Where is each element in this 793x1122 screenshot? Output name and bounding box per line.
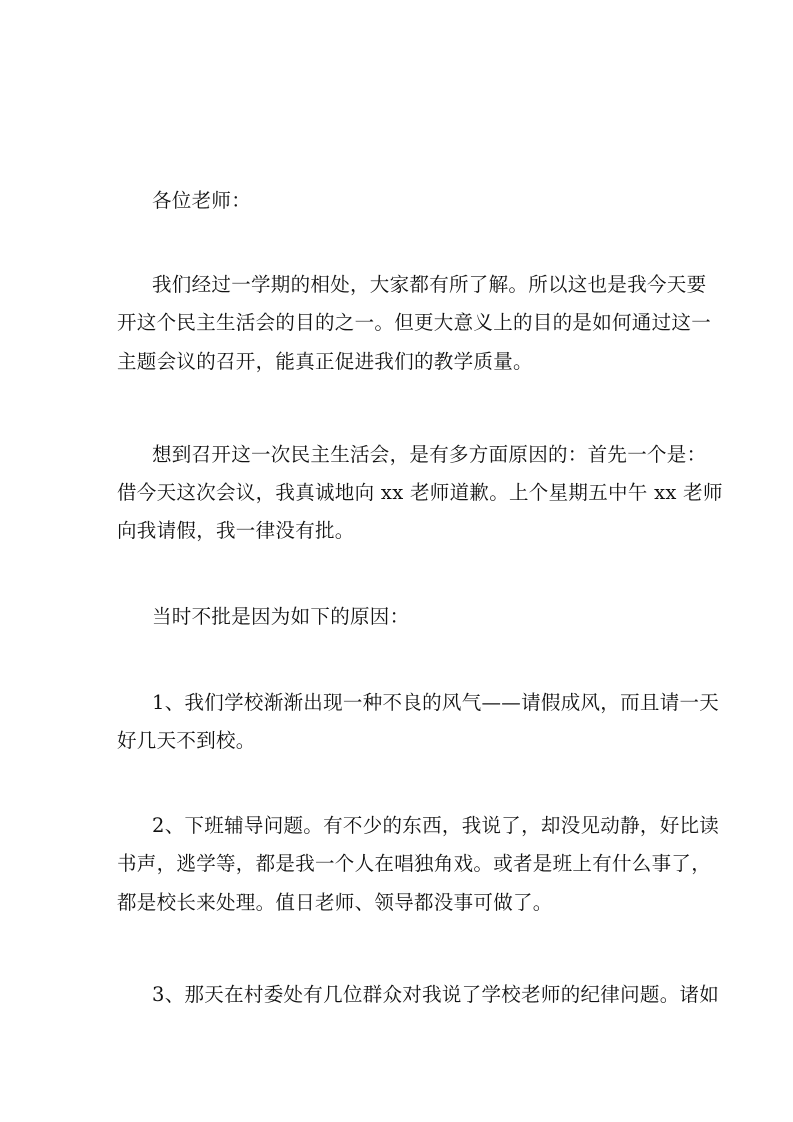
salutation: 各位老师： bbox=[152, 189, 252, 212]
paragraph-line: 好几天不到校。 bbox=[117, 729, 256, 752]
paragraph-line: 当时不批是因为如下的原因： bbox=[152, 605, 410, 628]
paragraph-line: 主题会议的召开，能真正促进我们的教学质量。 bbox=[117, 350, 533, 373]
paragraph-line: 开这个民主生活会的目的之一。但更大意义上的目的是如何通过这一 bbox=[117, 311, 712, 334]
paragraph-line: 我们经过一学期的相处，大家都有所了解。所以这也是我今天要 bbox=[152, 273, 707, 296]
paragraph-line: 想到召开这一次民主生活会，是有多方面原因的：首先一个是： bbox=[152, 443, 707, 466]
paragraph-line: 2、下班辅导问题。有不少的东西，我说了，却没见动静，好比读 bbox=[152, 814, 720, 837]
paragraph-line: 向我请假，我一律没有批。 bbox=[117, 519, 355, 542]
paragraph-line: 借今天这次会议，我真诚地向 xx 老师道歉。上个星期五中午 xx 老师 bbox=[117, 481, 723, 504]
paragraph-line: 1、我们学校渐渐出现一种不良的风气——请假成风，而且请一天 bbox=[152, 691, 720, 714]
paragraph-line: 3、那天在村委处有几位群众对我说了学校老师的纪律问题。诸如 bbox=[152, 983, 720, 1006]
paragraph-line: 书声，逃学等，都是我一个人在唱独角戏。或者是班上有什么事了， bbox=[117, 852, 712, 875]
paragraph-line: 都是校长来处理。值日老师、领导都没事可做了。 bbox=[117, 891, 553, 914]
